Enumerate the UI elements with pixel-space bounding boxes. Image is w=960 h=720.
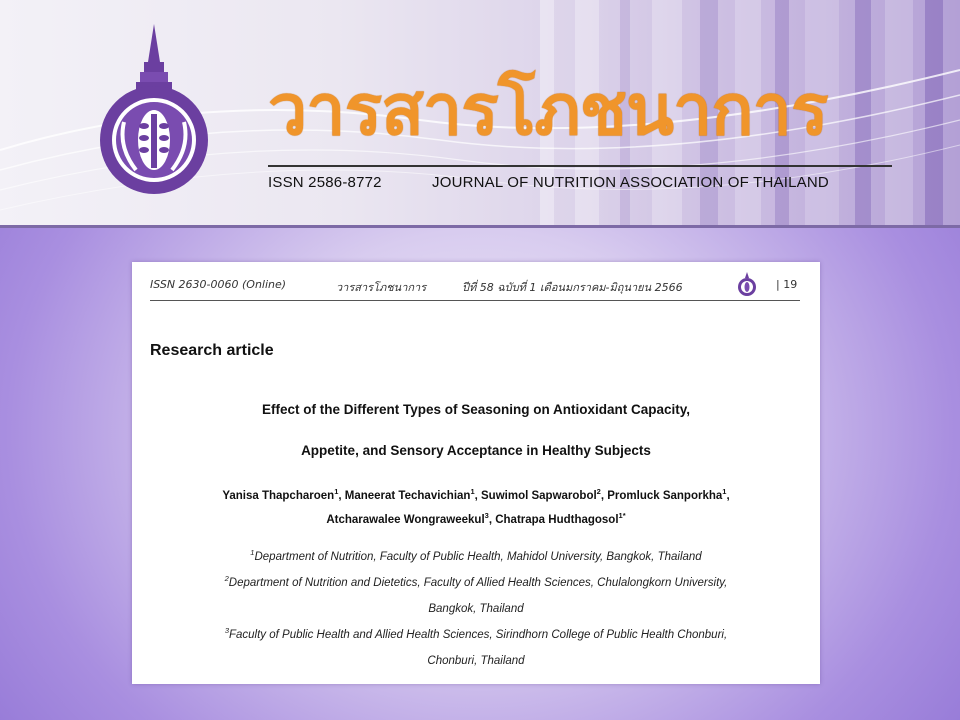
- affiliation-3: [132, 626, 820, 641]
- header-page-number: | 19: [776, 278, 798, 291]
- affiliation-2: [132, 574, 820, 589]
- author-name: Suwimol Sapwarobol: [481, 490, 597, 502]
- article-title-line-1: Effect of the Different Types of Seasoning on Antioxidant Capacity,: [261, 402, 691, 417]
- article-title-line-2: Appetite, and Sensory Acceptance in Healthy Subjects: [301, 443, 651, 458]
- author-affiliation-mark: 1: [722, 487, 727, 497]
- header-divider: [150, 300, 800, 301]
- header-issn-online: ISSN 2630-0060 (Online): [150, 278, 287, 291]
- affiliation-mark: 2: [224, 574, 229, 584]
- author-affiliation-mark: 2: [596, 487, 601, 497]
- journal-issn: ISSN 2586-8772: [268, 174, 382, 191]
- article-first-page: [132, 262, 820, 684]
- journal-name-english: JOURNAL OF NUTRITION ASSOCIATION OF THAILAND: [432, 174, 829, 191]
- affiliation-3-continued: Chonburi, Thailand: [427, 655, 525, 667]
- author-affiliation-mark: 3: [484, 511, 489, 521]
- author-affiliation-mark: 1: [334, 487, 339, 497]
- author-name: Maneerat Techavichian: [344, 490, 471, 502]
- author-name: Yanisa Thapcharoen: [222, 490, 335, 502]
- journal-banner: [0, 0, 960, 228]
- article-type: Research article: [150, 342, 274, 359]
- affiliation-text: Department of Nutrition and Dietetics, Faculty of Allied Health Sciences, Chulalongkorn University,: [228, 577, 728, 589]
- affiliation-2-continued: Bangkok, Thailand: [428, 603, 524, 615]
- affiliation-text: Faculty of Public Health and Allied Health Sciences, Sirindhorn College of Public Health Chonburi,: [228, 629, 728, 641]
- authors-line-2: Atcharawalee Wongraweekul$^3$, Chatrapa Hudthagosol$^{1*}$: [326, 511, 626, 526]
- nutrition-association-seal-icon: [88, 22, 220, 197]
- author-name: Promluck Sanporkha: [607, 490, 723, 502]
- authors-line-1: Yanisa Thapcharoen$^1$, Maneerat Techavichian$^1$, Suwimol Sapwarobol$^2$, Promluck Sanporkha$^1$,: [222, 487, 730, 502]
- author-name: Atcharawalee Wongraweekul: [326, 514, 485, 526]
- affiliation-mark: 3: [224, 626, 229, 636]
- author-affiliation-mark: 1: [470, 487, 475, 497]
- affiliation-text: Department of Nutrition, Faculty of Public Health, Mahidol University, Bangkok, Thailand: [254, 551, 702, 563]
- author-name: Chatrapa Hudthagosol: [495, 514, 619, 526]
- title-divider: [268, 165, 892, 167]
- header-journal-thai: วารสารโภชนาการ: [336, 281, 427, 294]
- header-issue-thai: ปีที่ 58 ฉบับที่ 1 เดือนมกราคม-มิถุนายน 2566: [462, 281, 683, 294]
- header-seal-icon: [736, 272, 758, 296]
- author-affiliation-mark: 1*: [618, 511, 626, 521]
- journal-title-thai: วารสารโภชนาการ: [268, 69, 828, 151]
- affiliation-mark: 1: [250, 548, 255, 558]
- affiliation-1: [132, 548, 820, 563]
